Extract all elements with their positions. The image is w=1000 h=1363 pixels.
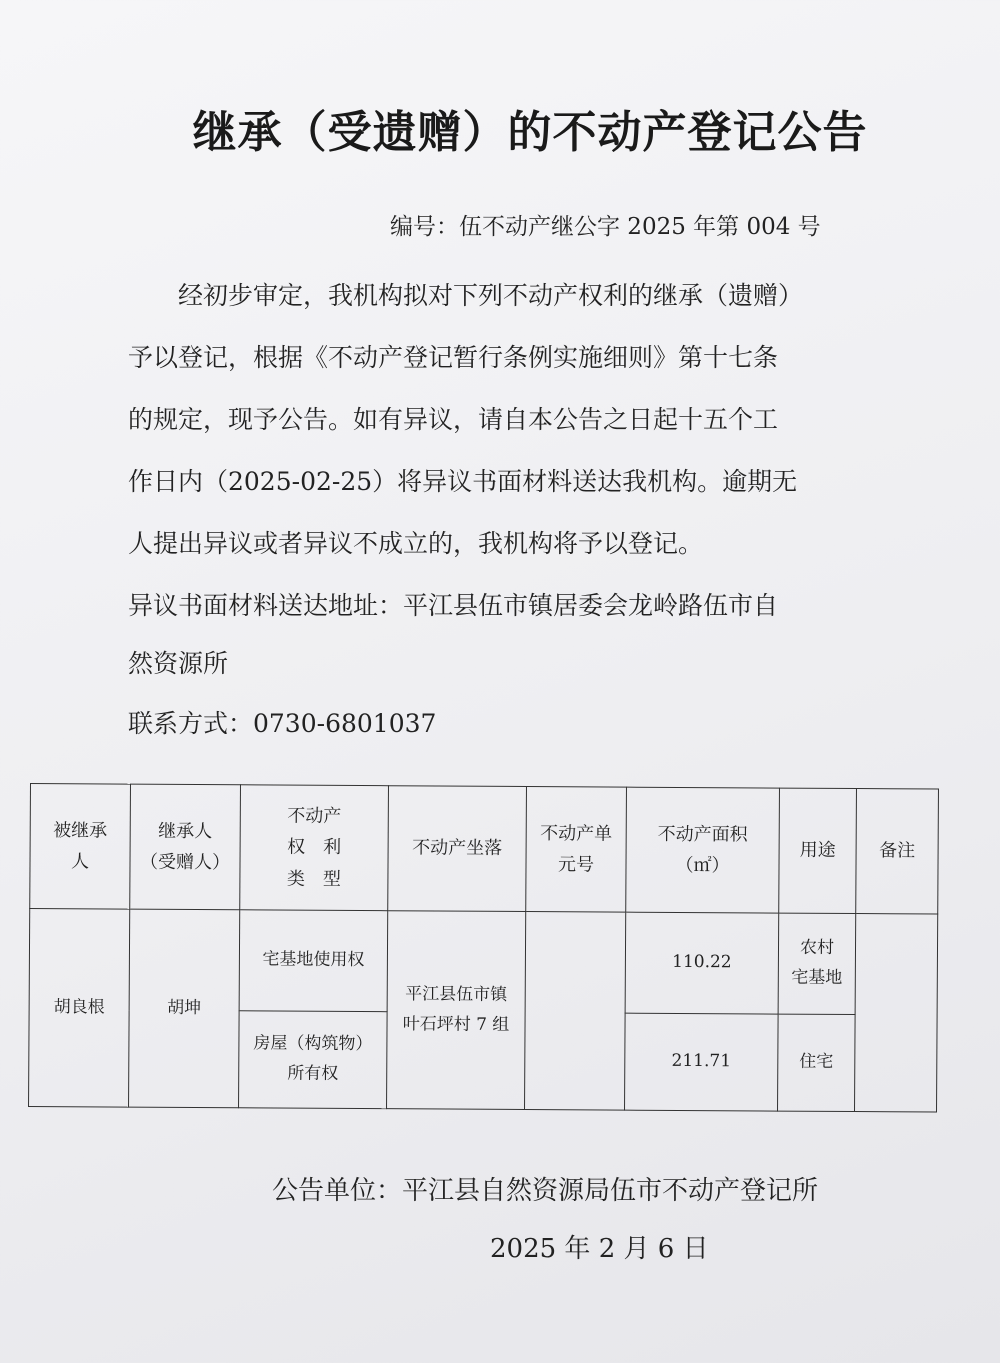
header-unit-no: 不动产单 元号 <box>526 787 627 913</box>
cell-usage: 农村 宅基地 <box>778 913 856 1014</box>
registration-table <box>28 783 939 1113</box>
document-number: 编号：伍不动产继公字 2025 年第 004 号 <box>390 214 821 240</box>
registration-table-wrapper <box>28 783 938 1113</box>
cell-area: 211.71 <box>625 1013 779 1111</box>
cell-usage: 住宅 <box>778 1014 856 1111</box>
contact-info: 联系方式：0730-6801037 <box>128 709 437 738</box>
header-heir: 继承人 （受赠人） <box>130 784 241 910</box>
table-header-row <box>30 784 939 915</box>
cell-heir: 胡坤 <box>129 909 240 1108</box>
header-right-type: 不动产 权 利 类 型 <box>240 785 389 911</box>
objection-address-cont: 然资源所 <box>128 649 229 678</box>
header-remarks: 备注 <box>856 789 939 914</box>
issue-date: 2025 年 2 月 6 日 <box>490 1234 709 1264</box>
header-usage: 用途 <box>779 788 857 913</box>
cell-remarks <box>855 914 938 1112</box>
notice-title: 继承（受遗赠）的不动产登记公告 <box>192 107 868 158</box>
issuing-unit: 公告单位：平江县自然资源局伍市不动产登记所 <box>272 1176 819 1206</box>
header-area: 不动产面积 （㎡） <box>626 787 780 913</box>
cell-unit-no <box>525 912 626 1111</box>
cell-area: 110.22 <box>625 912 779 1014</box>
cell-right-type: 房屋（构筑物） 所有权 <box>239 1011 388 1109</box>
cell-location: 平江县伍市镇 叶石坪村 7 组 <box>387 911 526 1110</box>
cell-right-type: 宅基地使用权 <box>239 910 388 1012</box>
body-line: 的规定，现予公告。如有异议，请自本公告之日起十五个工 <box>128 405 779 434</box>
header-location: 不动产坐落 <box>388 786 527 912</box>
header-decedent: 被继承 人 <box>30 784 131 910</box>
body-line: 经初步审定，我机构拟对下列不动产权利的继承（遗赠） <box>178 281 804 310</box>
table-row <box>29 909 938 1016</box>
objection-address: 异议书面材料送达地址：平江县伍市镇居委会龙岭路伍市自 <box>128 591 779 620</box>
body-line: 予以登记，根据《不动产登记暂行条例实施细则》第十七条 <box>128 343 779 372</box>
cell-decedent: 胡良根 <box>29 909 130 1108</box>
body-line: 人提出异议或者异议不成立的，我机构将予以登记。 <box>128 529 704 558</box>
body-line: 作日内（2025-02-25）将异议书面材料送达我机构。逾期无 <box>128 467 798 496</box>
